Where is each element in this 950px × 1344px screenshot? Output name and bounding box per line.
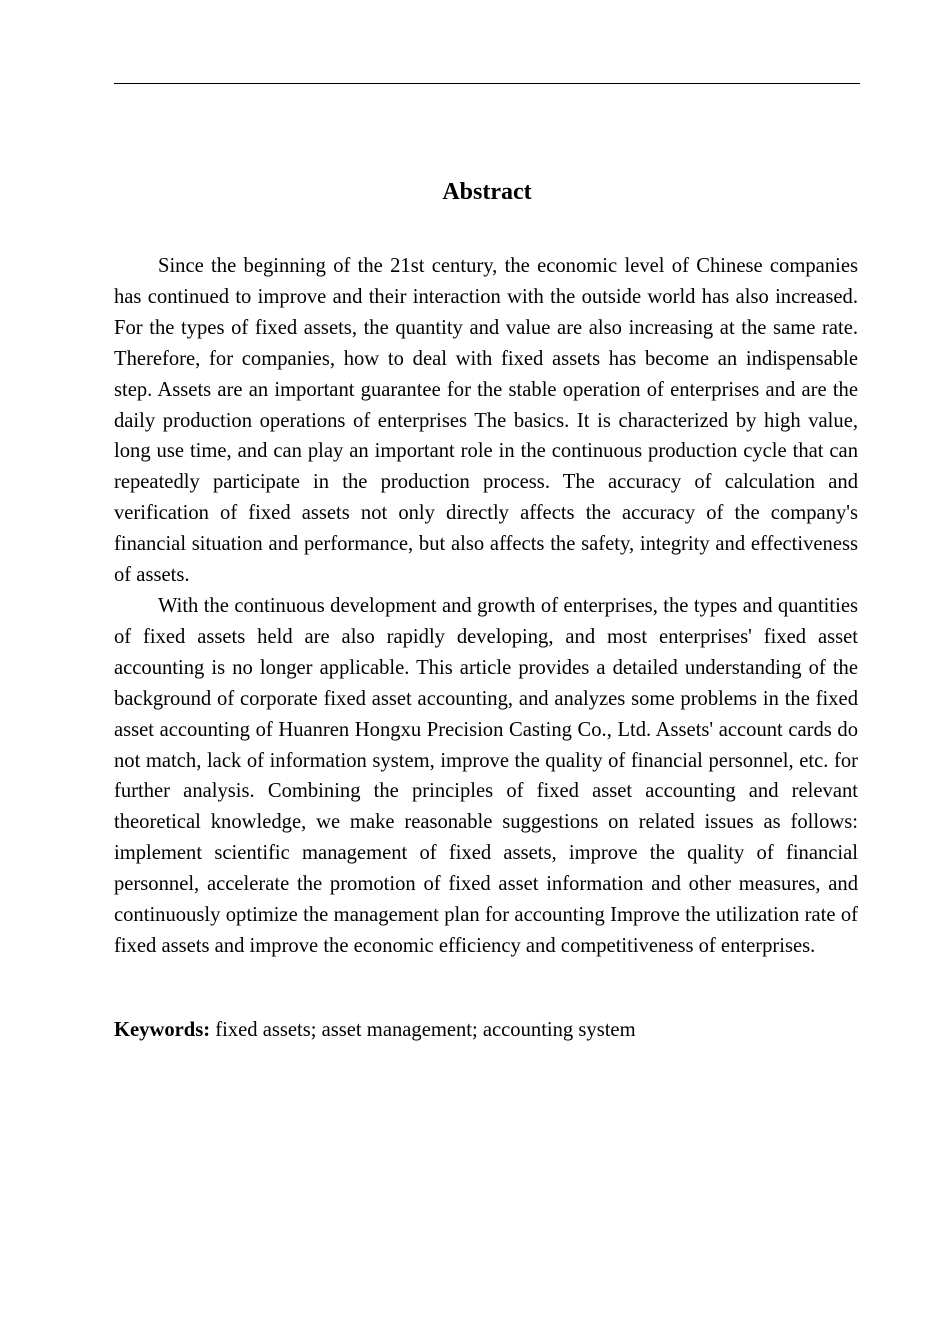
abstract-title: Abstract bbox=[442, 179, 532, 205]
header-rule bbox=[114, 83, 860, 84]
keywords-label: Keywords: bbox=[114, 1019, 211, 1041]
keywords-text: fixed assets; asset management; accounting system bbox=[210, 1019, 636, 1041]
keywords-line bbox=[114, 1015, 858, 1046]
abstract-paragraph-2: With the continuous development and growth of enterprises, the types and quantities of fixed assets held are also rapidly developing, and most enterprises' fixed asset accounting is no longer applicable. This article provides a detailed understanding of the background of corporate fixed asset accounting, and analyzes some problems in the fixed asset accounting of Huanren Hongxu Precision Casting Co., Ltd. Assets' account cards do not match, lack of information system, improve the quality of financial personnel, etc. for further analysis. Combining the principles of fixed asset accounting and relevant theoretical knowledge, we make reasonable suggestions on related issues as follows: implement scientific management of fixed assets, improve the quality of financial personnel, accelerate the promotion of fixed asset information and other measures, and continuously optimize the management plan for accounting Improve the utilization rate of fixed assets and improve the economic efficiency and competitiveness of enterprises. bbox=[114, 594, 858, 957]
abstract-paragraph-1: Since the beginning of the 21st century, the economic level of Chinese companies has continued to improve and their interaction with the outside world has also increased. For the types of fixed assets, the quantity and value are also increasing at the same rate. Therefore, for companies, how to deal with fixed assets has become an indispensable step. Assets are an important guarantee for the stable operation of enterprises and are the daily production operations of enterprises The basics. It is characterized by high value, long use time, and can play an important role in the continuous production cycle that can repeatedly participate in the production process. The accuracy of calculation and verification of fixed assets not only directly affects the accuracy of the company's financial situation and performance, but also affects the safety, integrity and effectiveness of assets. bbox=[114, 255, 858, 587]
abstract-body bbox=[114, 251, 858, 962]
